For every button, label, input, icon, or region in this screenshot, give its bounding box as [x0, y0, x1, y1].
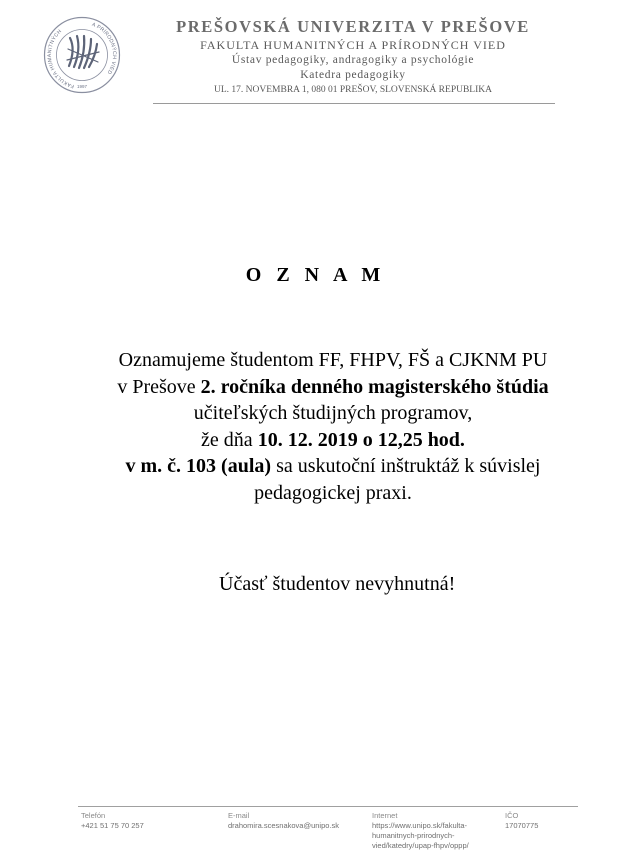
footer-web-link-line-3[interactable]: vied/katedry/upap-fhpv/oppp/: [372, 841, 469, 850]
university-seal-logo: [43, 16, 121, 94]
university-address: UL. 17. NOVEMBRA 1, 080 01 PREŠOV, SLOVENSKÁ REPUBLIKA: [214, 85, 492, 95]
university-name: PREŠOVSKÁ UNIVERZITA V PREŠOVE: [176, 17, 530, 36]
event-date-time: 10. 12. 2019 o 12,25 hod.: [257, 428, 465, 451]
body-line-5: [60, 453, 606, 480]
seal-year: 1997: [76, 84, 88, 89]
institute-name: Ústav pedagogiky, andragogiky a psychológie: [231, 54, 475, 66]
footer-email: [228, 811, 358, 831]
footer-phone-value: +421 51 75 70 257: [81, 821, 144, 830]
notice-heading: O Z N A M: [245, 264, 386, 286]
body-line-2: [60, 374, 606, 401]
body-line-1: Oznamujeme študentom FF, FHPV, FŠ a CJKNM PU: [118, 349, 548, 371]
body-line-6: pedagogickej praxi.: [254, 481, 412, 504]
body-line-4: [60, 427, 606, 454]
seal-ring-text-left: FAKULTA HUMANITNÝCH: [46, 28, 75, 89]
letterhead: [0, 0, 631, 110]
footer-web-link-line-2[interactable]: humanitnych-prirodnych-: [372, 831, 455, 840]
footer-ico-label: IČO: [505, 811, 519, 820]
body-line-5-text: sa uskutoční inštruktáž k súvislej: [271, 455, 541, 477]
attendance-note: Účasť študentov nevyhnutná!: [219, 573, 456, 595]
header-divider: [153, 103, 555, 104]
footer-phone-label: Telefón: [81, 811, 106, 820]
seal-ring-text-right: A PRÍRODNÝCH VIED: [90, 21, 118, 76]
faculty-name: FAKULTA HUMANITNÝCH A PRÍRODNÝCH VIED: [200, 38, 506, 52]
footer-web-label: Internet: [372, 811, 398, 820]
study-program-level: 2. ročníka denného magisterského štúdia: [200, 375, 549, 398]
footer: [78, 806, 578, 856]
body-line-4-text: že dňa: [201, 428, 258, 451]
body-line-3: učiteľských študijných programov,: [193, 402, 473, 424]
event-room: v m. č. 103 (aula): [125, 455, 272, 477]
footer-phone: [81, 811, 201, 831]
notice-body: [60, 347, 606, 506]
footer-ico-value: 17070775: [505, 821, 539, 830]
footer-email-label: E-mail: [228, 811, 250, 820]
department-name: Katedra pedagogiky: [300, 69, 406, 81]
body-line-2-text: v Prešove: [117, 375, 201, 398]
footer-divider: [78, 806, 578, 807]
footer-ico: [505, 811, 575, 831]
footer-email-link[interactable]: drahomira.scesnakova@unipo.sk: [228, 821, 340, 830]
footer-web: [372, 811, 492, 851]
footer-web-link-line-1[interactable]: https://www.unipo.sk/fakulta-: [372, 821, 468, 830]
